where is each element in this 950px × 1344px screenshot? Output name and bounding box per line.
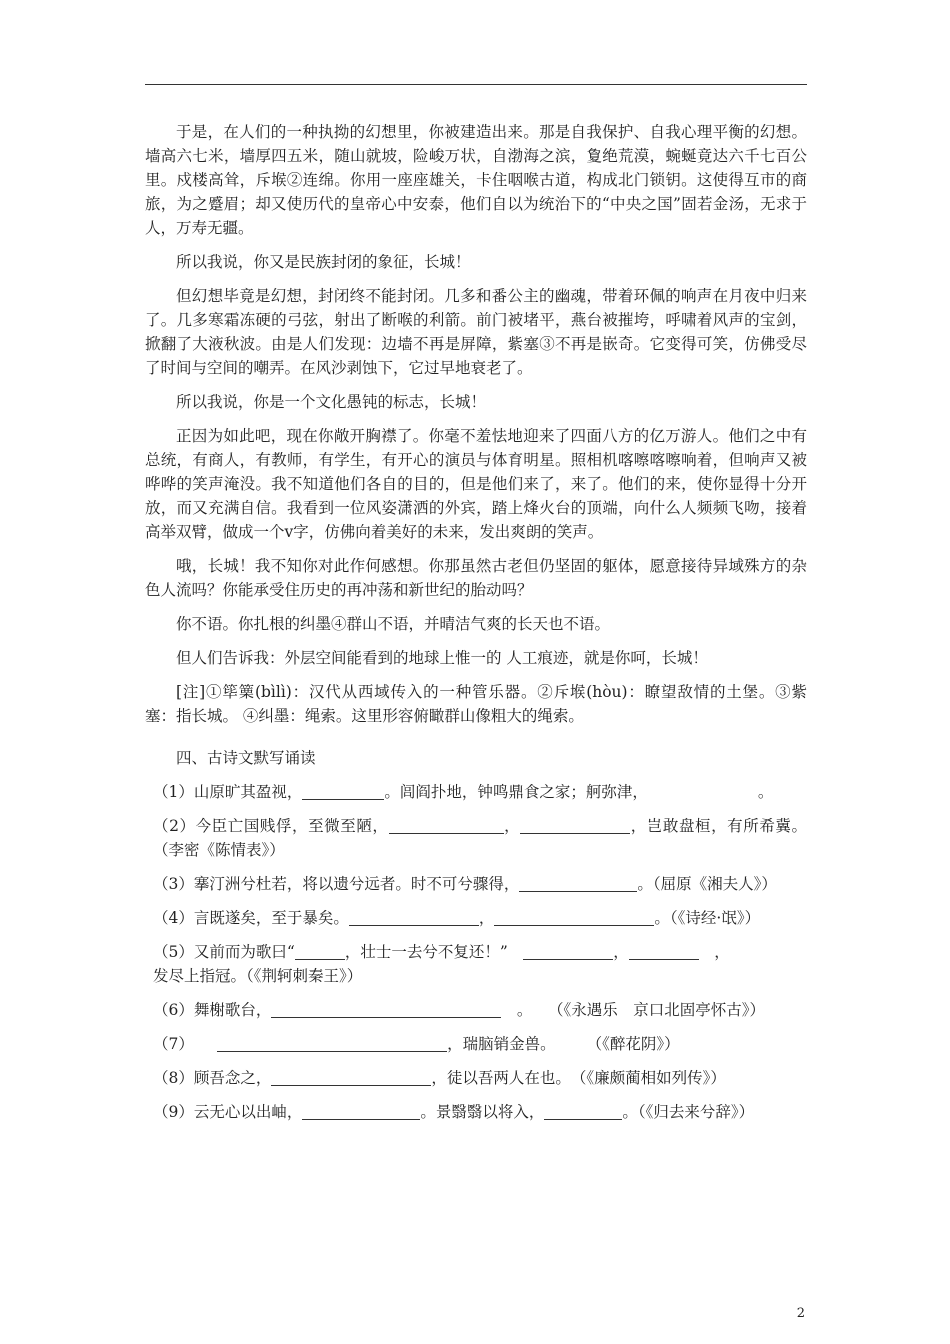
question-item <box>145 906 807 930</box>
question-text: ，岂敢盘桓，有所希冀。 <box>630 817 807 835</box>
paragraph: 于是，在人们的一种执拗的幻想里，你被建造出来。那是自我保护、自我心理平衡的幻想。墙高六七米，墙厚四五米，随山就坡，险峻万状，自渤海之滨，夐绝荒漠，蜿蜒竟达六千七百公里。戍楼高耸，斥堠②连绵。你用一座座雄关，卡住咽喉古道，构成北门锁钥。这使得互市的商旅，为之蹙眉；却又使历代的皇帝心中安泰，他们自以为统治下的“中央之国”固若金汤，无求于人，万寿无疆。 <box>145 123 807 237</box>
question-text: ，瑞脑销金兽。 <box>447 1035 548 1053</box>
annotation-note: [注]①筚篥(bìlì)：汉代从西域传入的一种管乐器。②斥堠(hòu)：瞭望敌情的土堡。③紫塞：指长城。 ④纠墨：绳索。这里形容俯瞰群山像粗大的绳索。 <box>145 683 807 725</box>
fill-blank[interactable] <box>648 782 758 800</box>
fill-blank[interactable] <box>389 815 504 834</box>
question-number: （8） <box>153 1069 194 1087</box>
question-text: 。闾阎扑地，钟鸣鼎食之家；舸弥津， <box>384 783 648 801</box>
question-item <box>145 814 807 862</box>
header-rule <box>145 84 807 85</box>
question-text: 顾吾念之， <box>193 1069 272 1087</box>
paragraph: 所以我说，你是一个文化愚钝的标志，长城！ <box>176 393 487 411</box>
fill-blank[interactable] <box>523 941 613 960</box>
question-item <box>145 998 807 1022</box>
fill-blank[interactable] <box>302 1101 420 1120</box>
fill-blank[interactable] <box>494 907 654 926</box>
question-item <box>145 780 807 804</box>
fill-blank[interactable] <box>217 1033 447 1052</box>
question-text: ，壮士一去兮不复还！” <box>344 943 508 961</box>
fill-blank[interactable] <box>295 941 345 960</box>
question-text: ， <box>478 909 495 927</box>
question-number: （9） <box>153 1103 194 1121</box>
question-number: （6） <box>153 1001 194 1019</box>
page-content <box>145 120 807 1134</box>
paragraph: 正因为如此吧，现在你敞开胸襟了。你毫不羞怯地迎来了四面八方的亿万游人。他们之中有总统，有商人，有教师，有学生，有开心的演员与体育明星。照相机喀嚓喀嚓响着，但响声又被哗哗的笑声淹没。我不知道他们各自的目的，但是他们来了，来了。他们的来，使你显得十分开放，而又充满自信。我看到一位风姿潇洒的外宾，踏上烽火台的顶端，向什么人频频飞吻，接着高举双臂，做成一个v字，仿佛向着美好的未来，发出爽朗的笑声。 <box>145 427 807 541</box>
fill-blank[interactable] <box>302 781 384 800</box>
question-text: 今臣亡国贱俘，至微至陋， <box>195 817 389 835</box>
question-text: 。（屈原《湘夫人》） <box>637 875 777 893</box>
question-number: （5） <box>153 943 194 961</box>
question-item <box>145 940 807 988</box>
question-item <box>145 1066 807 1090</box>
source-citation: （李密《陈情表》） <box>153 841 285 859</box>
question-text: 。（《诗经·氓》） <box>654 909 761 927</box>
question-text: 山原旷其盈视， <box>193 783 303 801</box>
paragraph: 所以我说，你又是民族封闭的象征，长城！ <box>176 253 471 271</box>
fill-blank[interactable] <box>520 815 630 834</box>
question-text: ，徒以吾两人在也。 <box>431 1069 564 1087</box>
source-citation: （《醉花阴》） <box>594 1035 680 1053</box>
question-text: 云无心以出岫， <box>193 1103 303 1121</box>
paragraph: 你不语。你扎根的纠墨④群山不语，并晴洁气爽的长天也不语。 <box>176 615 611 633</box>
source-citation: （《廉颇蔺相如列传》） <box>578 1069 726 1087</box>
question-text: 又前而为歌曰“ <box>193 943 295 961</box>
fill-blank[interactable] <box>349 907 479 926</box>
question-item <box>145 1100 807 1124</box>
paragraph: 但幻想毕竟是幻想，封闭终不能封闭。几多和番公主的幽魂，带着环佩的响声在月夜中归来了。几多寒霜冻硬的弓弦，射出了断喉的利箭。前门被堵平，燕台被摧垮，呼啸着风声的宝剑，掀翻了大液秋波。由是人们发现：边墙不再是屏障，紫塞③不再是嵌奇。它变得可笑，仿佛受尽了时间与空间的嘲弄。在风沙剥蚀下，它过早地衰老了。 <box>145 287 807 377</box>
question-text: ， <box>503 817 521 835</box>
question-text: ， <box>613 943 629 961</box>
question-number: （3） <box>153 875 194 893</box>
source-citation: （《永遇乐 京口北固亭怀古》） <box>555 1001 765 1019</box>
paragraph: 哦，长城！我不知你对此作何感想。你那虽然古老但仍坚固的躯体，愿意接待异域殊方的杂色人流吗？你能承受住历史的再冲荡和新世纪的胎动吗？ <box>145 557 807 599</box>
question-text: 。 <box>757 783 774 801</box>
question-text: 。景翳翳以将入， <box>420 1103 545 1121</box>
question-number: （1） <box>153 783 194 801</box>
question-number: （4） <box>153 909 194 927</box>
page-number: 2 <box>796 1306 805 1321</box>
question-text: 搴汀洲兮杜若，将以遗兮远者。时不可兮骤得， <box>193 875 520 893</box>
fill-blank[interactable] <box>519 873 637 892</box>
fill-blank[interactable] <box>544 1101 622 1120</box>
question-text: 。（《归去来兮辞》） <box>622 1103 755 1121</box>
fill-blank[interactable] <box>271 1067 431 1086</box>
question-text: 舞榭歌台， <box>193 1001 272 1019</box>
question-item <box>145 1032 807 1056</box>
section-heading: 四、古诗文默写诵读 <box>176 749 316 767</box>
question-number: （2） <box>153 817 196 835</box>
question-text: 。 <box>516 1001 525 1019</box>
question-text: ， <box>714 943 730 961</box>
fill-blank[interactable] <box>629 941 699 960</box>
question-item <box>145 872 807 896</box>
paragraph: 但人们告诉我：外层空间能看到的地球上惟一的 人工痕迹，就是你呵，长城！ <box>176 649 708 667</box>
question-number: （7） <box>153 1035 187 1053</box>
fill-blank[interactable] <box>271 999 501 1018</box>
question-text: 发尽上指冠。（《荆轲刺秦王》） <box>153 967 363 985</box>
question-text: 言既遂矣，至于暴矣。 <box>193 909 349 927</box>
